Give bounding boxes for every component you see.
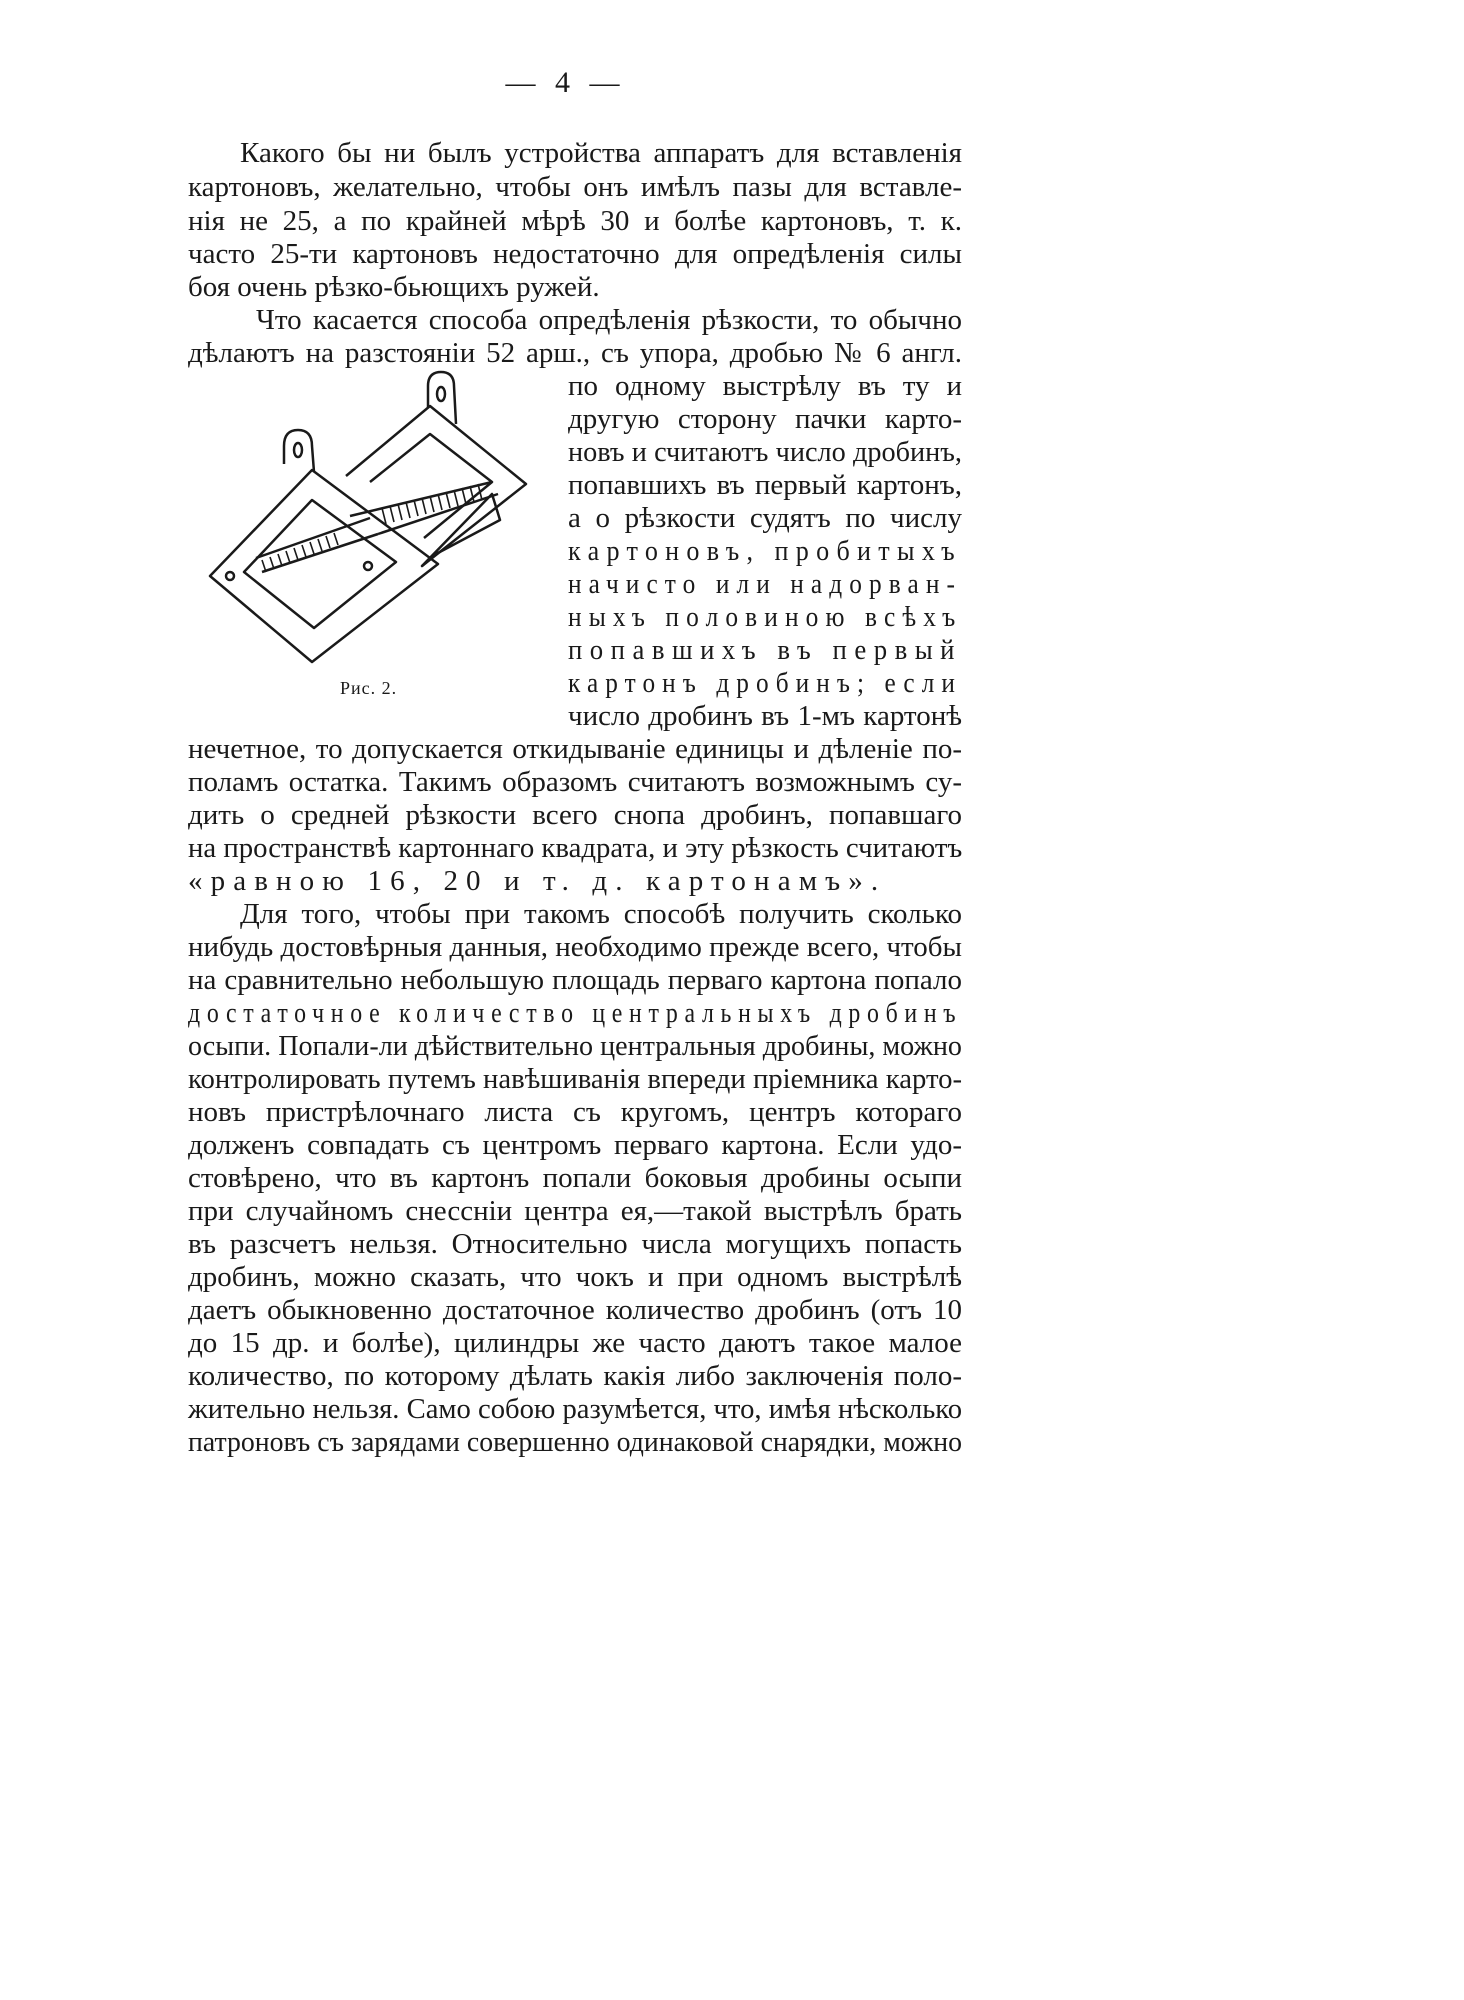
text-line: поламъ остатка. Такимъ образомъ считаютъ возможнымъ су- — [188, 766, 962, 798]
text-line: часто 25-ти картоновъ недостаточно для опредѣленія силы — [188, 238, 962, 270]
text-line: ныхъ половиною всѣхъ — [568, 601, 963, 633]
text-line: дѣлаютъ на разстояніи 52 арш., съ упора, дробью № 6 англ. — [188, 337, 962, 369]
text-line: нія не 25, а по крайней мѣрѣ 30 и болѣе картоновъ, т. к. — [188, 205, 962, 237]
text-line: «равною 16, 20 и т. д. картонамъ». — [188, 865, 887, 897]
text-line: жительно нельзя. Само собою разумѣется, что, имѣя нѣсколько — [188, 1393, 963, 1425]
text-line: при случайномъ снессніи центра ея,—такой выстрѣлъ брать — [188, 1195, 962, 1227]
text-line: долженъ совпадать съ центромъ перваго картона. Если удо- — [188, 1129, 962, 1161]
figure-caption: Рис. 2. — [340, 678, 398, 698]
text-line: другую сторону пачки карто- — [568, 403, 962, 435]
text-line: даетъ обыкновенно достаточное количество дробинъ (отъ 10 — [188, 1294, 962, 1326]
text-line: боя очень рѣзко-бьющихъ ружей. — [188, 271, 600, 303]
text-line: до 15 др. и болѣе), цилиндры же часто даютъ такое малое — [188, 1327, 962, 1359]
cardboard-holder-apparatus-illustration — [200, 368, 540, 668]
text-line: новъ и считаютъ число дробинъ, — [568, 436, 962, 468]
text-line: Для того, чтобы при такомъ способѣ получить сколько — [240, 898, 962, 930]
text-line: количество, по которому дѣлать какія либо заключенія поло- — [188, 1360, 962, 1392]
text-line: осыпи. Попали-ли дѣйствительно центральныя дробины, можно — [188, 1030, 962, 1062]
text-line: картоновъ, пробитыхъ — [568, 535, 962, 567]
text-line: а о рѣзкости судятъ по числу — [568, 502, 962, 534]
text-line: попавшихъ въ первый — [568, 634, 962, 666]
text-line: Что касается способа опредѣленія рѣзкости, то обычно — [256, 304, 962, 336]
text-line: нибудь достовѣрныя данныя, необходимо прежде всего, чтобы — [188, 931, 962, 963]
text-line: въ разсчетъ нельзя. Относительно числа могущихъ попасть — [188, 1228, 962, 1260]
text-line: начисто или надорван- — [568, 568, 963, 600]
text-line: стовѣрено, что въ картонъ попали боковыя дробины осыпи — [188, 1162, 962, 1194]
text-line: новъ пристрѣлочнаго листа съ кругомъ, центръ котораго — [188, 1096, 962, 1128]
text-line: число дробинъ въ 1-мъ картонѣ — [568, 700, 962, 732]
text-line: картоновъ, желательно, чтобы онъ имѣлъ пазы для вставле- — [188, 171, 962, 203]
text-line: дробинъ, можно сказать, что чокъ и при одномъ выстрѣлѣ — [188, 1261, 962, 1293]
page-number: — 4 — — [505, 66, 626, 99]
text-line: контролировать путемъ навѣшиванія впереди пріемника карто- — [188, 1063, 963, 1095]
text-line: достаточное количество центральныхъ дробинъ — [188, 997, 963, 1029]
text-line: по одному выстрѣлу въ ту и — [568, 370, 962, 402]
text-line: на сравнительно небольшую площадь перваго картона попало — [188, 964, 962, 996]
text-line: на пространствѣ картоннаго квадрата, и эту рѣзкость считаютъ — [188, 832, 963, 864]
text-line: дить о средней рѣзкости всего снопа дробинъ, попавшаго — [188, 799, 962, 831]
text-line: попавшихъ въ первый картонъ, — [568, 469, 962, 501]
text-line: нечетное, то допускается откидываніе единицы и дѣленіе по- — [188, 733, 962, 765]
text-line: картонъ дробинъ; если — [568, 667, 963, 699]
text-line: патроновъ съ зарядами совершенно одинаковой снарядки, можно — [188, 1426, 962, 1458]
text-line: Какого бы ни былъ устройства аппаратъ для вставленія — [240, 137, 962, 169]
